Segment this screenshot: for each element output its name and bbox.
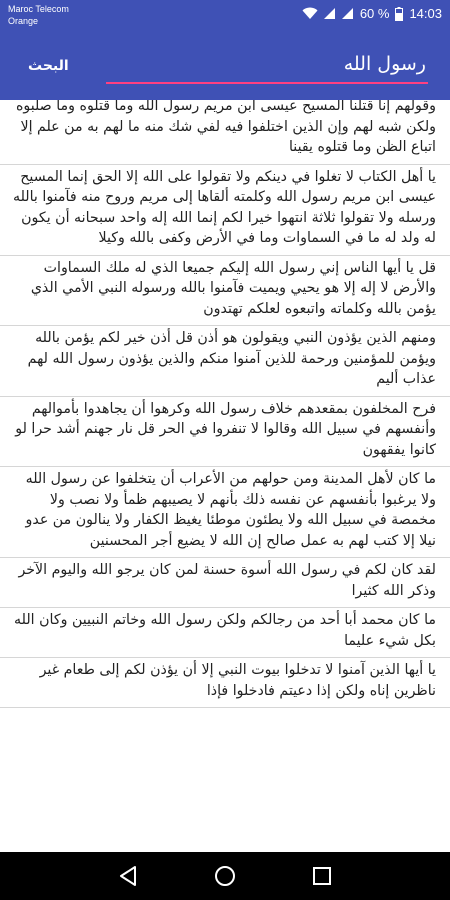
signal-icon [342, 7, 354, 20]
carrier-name: Maroc Telecom [8, 4, 69, 14]
recents-icon[interactable] [302, 856, 342, 896]
carrier-secondary: Orange [8, 16, 39, 26]
status-icons [302, 6, 442, 21]
battery-icon [395, 7, 403, 21]
back-icon[interactable] [108, 856, 148, 896]
result-item[interactable]: ما كان لأهل المدينة ومن حولهم من الأعراب أن يتخلفوا عن رسول الله ولا يرغبوا بأنفسهم عن نفسه ذلك بأنهم لا يصيبهم ظمأ ولا نصب ولا مخمصة في سبيل الله ولا يطئون موطئا يغيظ الكفار ولا ينالون من عدو نيلا إلا كتب لهم به عمل صالح إن الله لا يضيع أجر المحسنين [0, 467, 450, 558]
signal-icon [324, 7, 336, 20]
result-item[interactable]: لقد كان لكم في رسول الله أسوة حسنة لمن كان يرجو الله واليوم الآخر وذكر الله كثيرا [0, 558, 450, 608]
status-bar [0, 0, 450, 34]
result-item[interactable]: فرح المخلفون بمقعدهم خلاف رسول الله وكرهوا أن يجاهدوا بأموالهم وأنفسهم في سبيل الله وقالوا لا تنفروا في الحر قل نار جهنم أشد حرا لو كانوا يفقهون [0, 397, 450, 468]
wifi-icon [302, 7, 318, 20]
carrier-info [8, 3, 69, 27]
result-item[interactable]: ومنهم الذين يؤذون النبي ويقولون هو أذن قل أذن خير لكم يؤمن بالله ويؤمن للمؤمنين ورحمة للذين آمنوا منكم والذين يؤذون رسول الله لهم عذاب أليم [0, 326, 450, 397]
results-list[interactable] [0, 100, 450, 852]
search-button[interactable]: البحث [28, 58, 69, 74]
clock: 14:03 [409, 6, 442, 21]
navigation-bar [0, 852, 450, 900]
home-icon[interactable] [205, 856, 245, 896]
battery-percent: 60 % [359, 6, 390, 21]
result-item[interactable]: وقولهم إنا قتلنا المسيح عيسى ابن مريم رسول الله وما قتلوه وما صلبوه ولكن شبه لهم وإن الذين اختلفوا فيه لفي شك منه ما لهم به من علم إلا اتباع الظن وما قتلوه يقينا [0, 100, 450, 165]
result-item[interactable]: ما كان محمد أبا أحد من رجالكم ولكن رسول الله وخاتم النبيين وكان الله بكل شيء عليما [0, 608, 450, 658]
search-input[interactable] [106, 50, 428, 84]
app-bar [0, 34, 450, 100]
result-item[interactable]: يا أيها الذين آمنوا لا تدخلوا بيوت النبي إلا أن يؤذن لكم إلى طعام غير ناظرين إناه ولكن إذا دعيتم فادخلوا فإذا [0, 658, 450, 708]
result-item[interactable]: قل يا أيها الناس إني رسول الله إليكم جميعا الذي له ملك السماوات والأرض لا إله إلا هو يحيي ويميت فآمنوا بالله ورسوله النبي الأمي الذي يؤمن بالله وكلماته واتبعوه لعلكم تهتدون [0, 256, 450, 327]
result-item[interactable]: يا أهل الكتاب لا تغلوا في دينكم ولا تقولوا على الله إلا الحق إنما المسيح عيسى ابن مريم رسول الله وكلمته ألقاها إلى مريم وروح منه فآمنوا بالله ورسله ولا تقولوا ثلاثة انتهوا خيرا لكم إنما الله إله واحد سبحانه أن يكون له ولد له ما في السماوات وما في الأرض وكفى بالله وكيلا [0, 165, 450, 256]
